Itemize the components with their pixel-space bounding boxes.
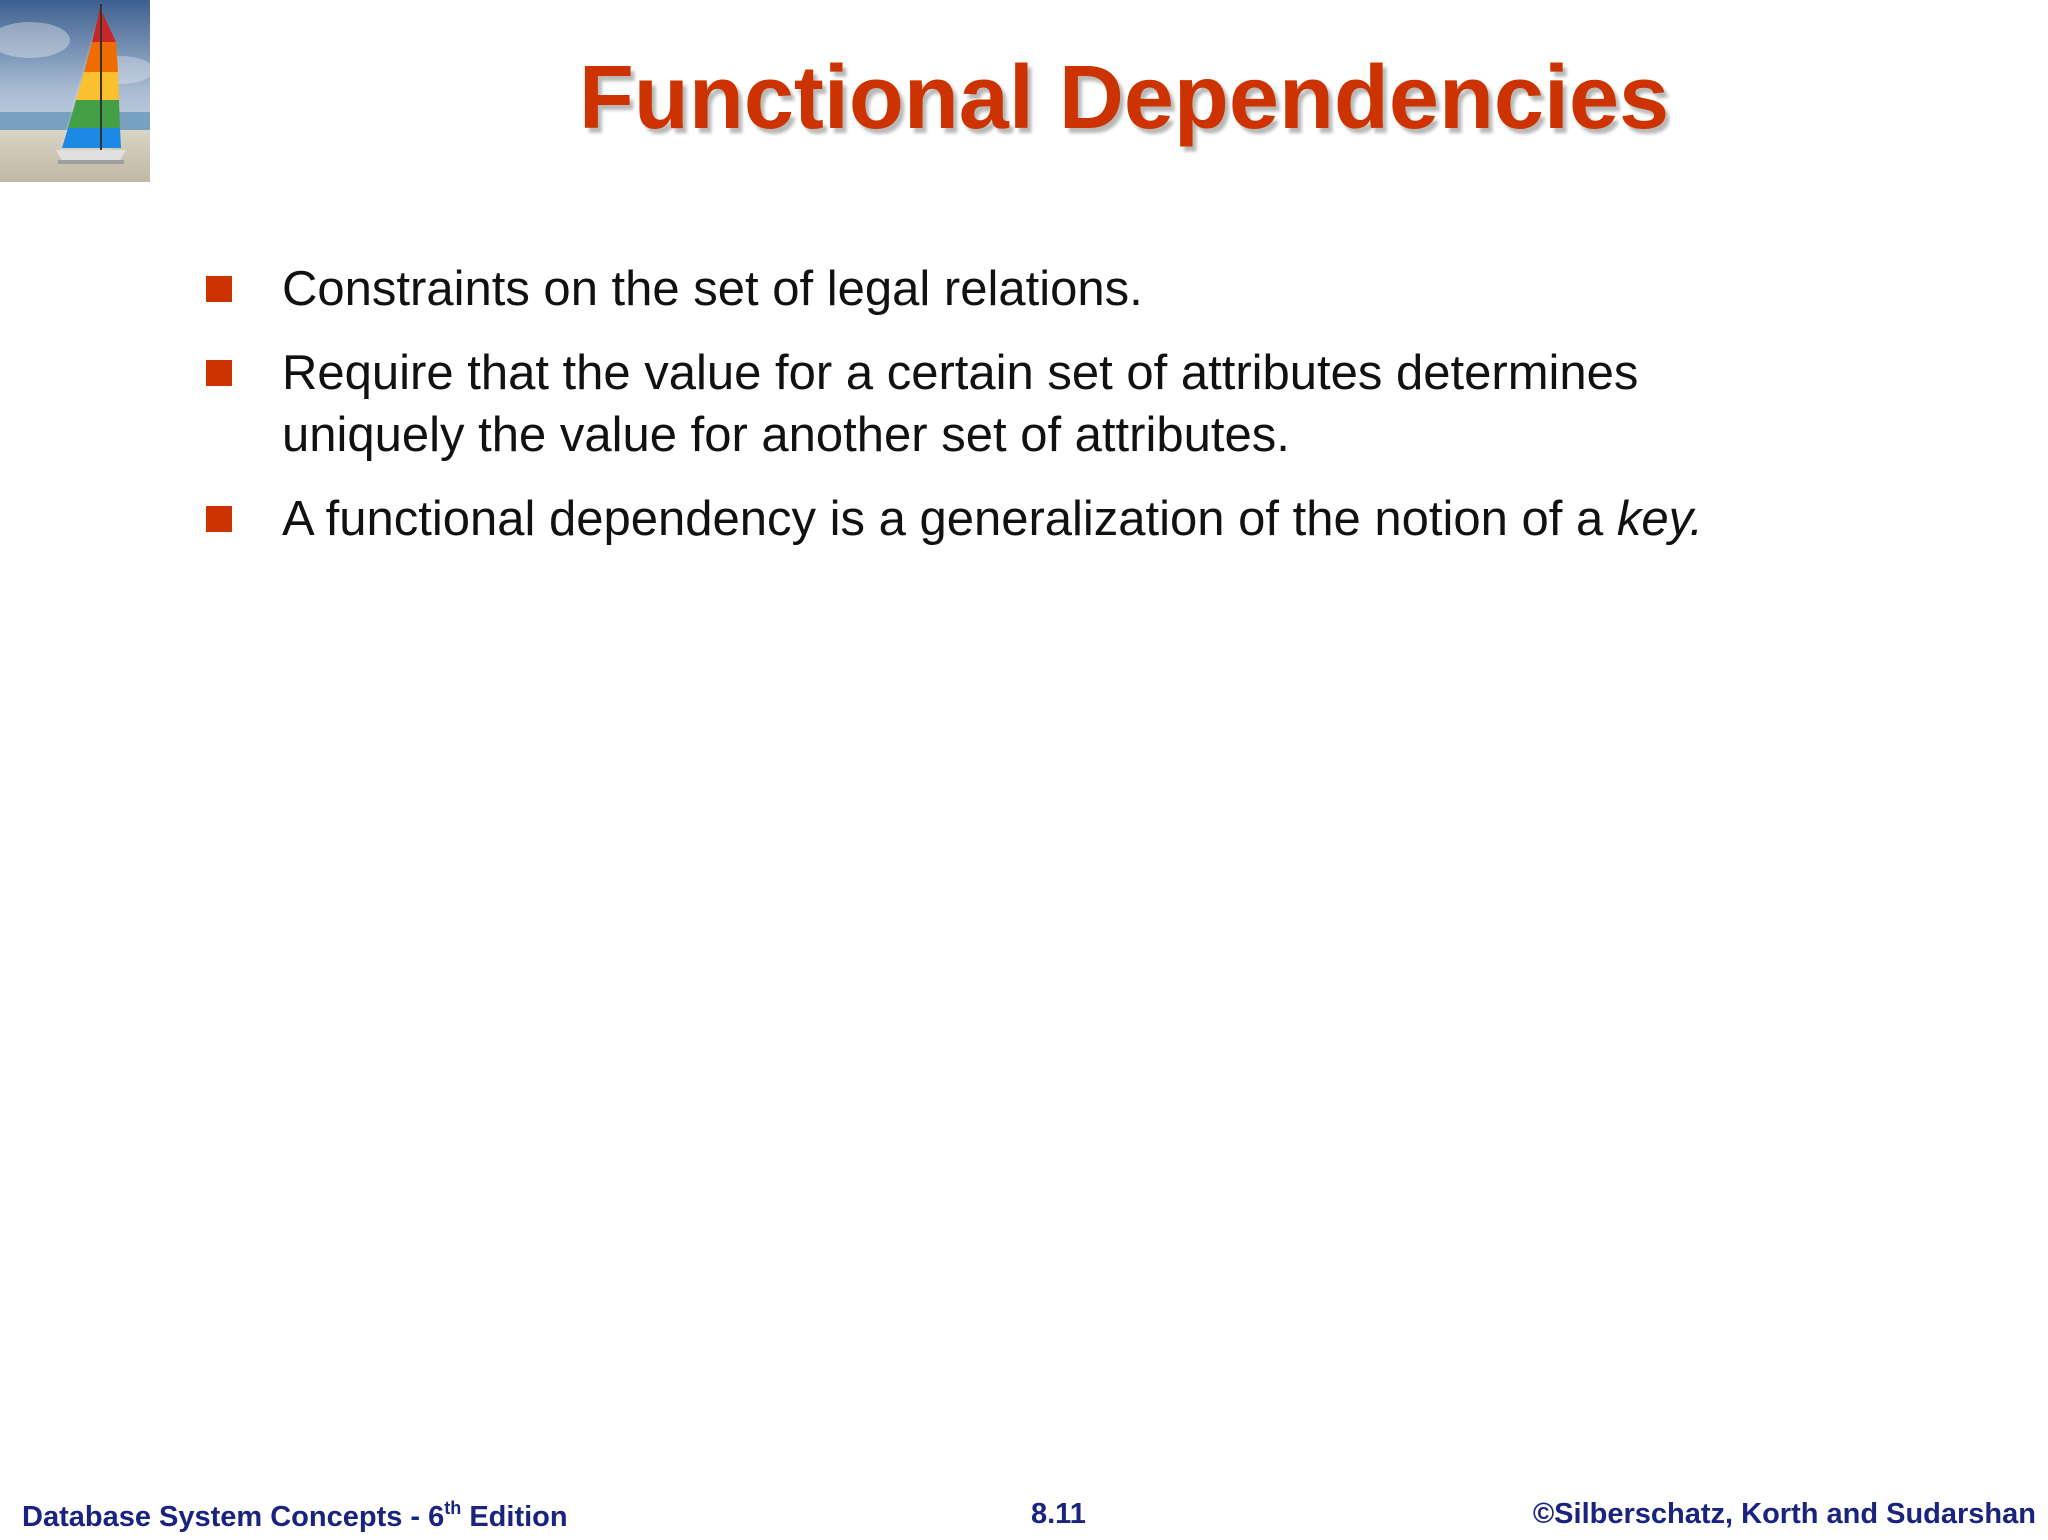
slide-title: Functional Dependencies [578, 48, 1670, 148]
bullet-item [206, 342, 1826, 466]
bullet-text: A functional dependency is a generalization of the notion of a [282, 492, 1617, 546]
bullet-item [206, 258, 1826, 320]
slide-footer [0, 1490, 2048, 1540]
square-bullet-icon [206, 360, 232, 386]
square-bullet-icon [206, 506, 232, 532]
footer-book-title [22, 1498, 568, 1534]
bullet-item [206, 488, 1826, 550]
footer-copyright: ©Silberschatz, Korth and Sudarshan [1532, 1498, 2036, 1530]
bullet-text: Constraints on the set of legal relations. [282, 262, 1143, 316]
sailboat-logo-icon [0, 0, 150, 182]
bullet-text: Require that the value for a certain set of attributes determines uniquely the value for another set of attributes. [282, 346, 1639, 462]
bullet-emphasis: key. [1616, 492, 1704, 546]
footer-book-sup: th [444, 1498, 462, 1518]
bullet-list [206, 258, 1826, 572]
footer-book-suffix: Edition [461, 1501, 568, 1533]
square-bullet-icon [206, 276, 232, 302]
footer-slide-number: 8.11 [1031, 1498, 1086, 1530]
footer-book-prefix: Database System Concepts - 6 [22, 1501, 445, 1533]
